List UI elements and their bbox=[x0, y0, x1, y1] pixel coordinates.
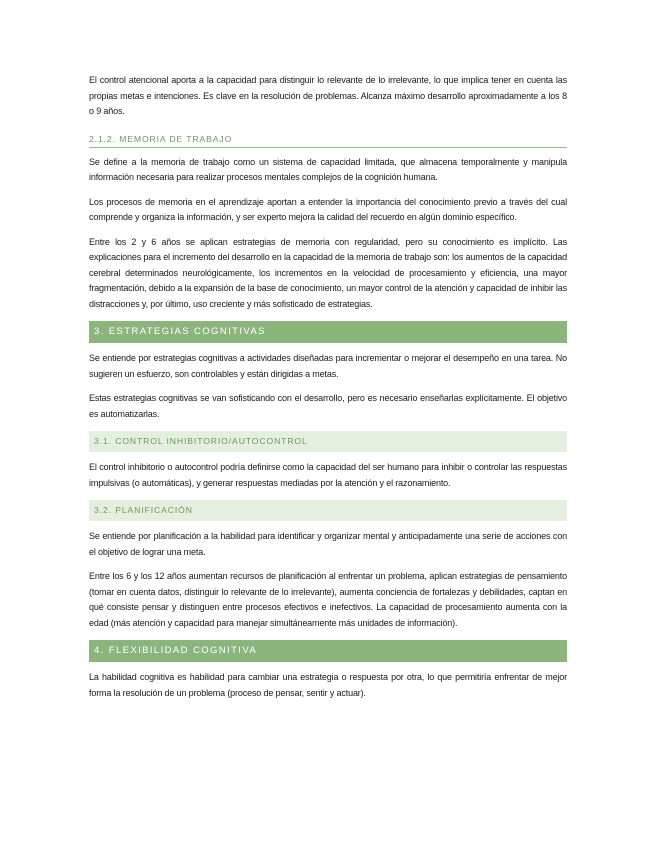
section-heading-estrategias-cognitivas: 3. ESTRATEGIAS COGNITIVAS bbox=[89, 321, 567, 343]
paragraph-control-atencional: El control atencional aporta a la capacidad para distinguir lo relevante de lo irrelevante, lo que implica tener en cuenta las propias metas e intenciones. Es clave en la resolución de problemas. Alcanza máximo desarrollo aproximadamente a los 8 o 9 años. bbox=[89, 75, 567, 116]
page-content bbox=[89, 73, 567, 710]
paragraph-flexibilidad: La habilidad cognitiva es habilidad para cambiar una estrategia o respuesta por otra, lo que permitiría enfrentar de mejor forma la resolución de un problema (proceso de pensar, sentir y actuar). bbox=[89, 672, 567, 698]
paragraph-estrategias-desarrollo: Estas estrategias cognitivas se van sofisticando con el desarrollo, pero es necesario enseñarlas explícitamente. El objetivo es automatizarlas. bbox=[89, 393, 567, 419]
paragraph-memoria-definicion: Se define a la memoria de trabajo como un sistema de capacidad limitada, que almacena temporalmente y manipula información necesaria para realizar procesos mentales complejos de la cognición humana. bbox=[89, 156, 567, 182]
paragraph-planificacion-edad: Entre los 6 y los 12 años aumentan recursos de planificación al enfrentar un problema, aplican estrategias de pensamiento (tomar en cuenta datos, distinguir lo relevante de lo irrelevante), aumenta conciencia de fortalezas y debilidades, captan en qué consiste pensar y distinguen entre procesos efectivos e inefectivos. La capacidad de procesamiento aumenta con la edad (más atención y capacidad para manejar simultáneamente más unidades de información). bbox=[89, 571, 567, 628]
paragraph-control-inhibitorio: El control inhibitorio o autocontrol podría definirse como la capacidad del ser humano para inhibir o controlar las respuestas impulsivas (o automáticas), y generar respuestas mediadas por la atención y el razonamiento. bbox=[89, 462, 567, 488]
paragraph-estrategias-memoria-edad: Entre los 2 y 6 años se aplican estrategias de memoria con regularidad, pero su conocimiento es implícito. Las explicaciones para el incremento del desarrollo en la capacidad de la memoria de trabajo son: los aumentos de la capacidad cerebral determinados neurológicamente, los incrementos en la velocidad de procesamiento y eficiencia, una mayor fragmentación, debido a la expansión de la base de conocimiento, un mayor control de la atención y capacidad de inhibir las distracciones y, por último, uso creciente y más sofisticado de estrategias. bbox=[89, 236, 567, 309]
paragraph-procesos-memoria: Los procesos de memoria en el aprendizaje aportan a entender la importancia del conocimiento previo a través del cual comprende y organiza la información, y ser experto mejora la calidad del recuerdo en algún dominio específico. bbox=[89, 196, 567, 222]
paragraph-estrategias-definicion: Se entiende por estrategias cognitivas a actividades diseñadas para incrementar o mejorar el desempeño en una tarea. No sugieren un esfuerzo, son controlables y están dirigidas a metas. bbox=[89, 353, 567, 379]
heading-memoria-de-trabajo: 2.1.2. MEMORIA DE TRABAJO bbox=[89, 132, 567, 148]
subsection-heading-planificacion: 3.2. PLANIFICACIÓN bbox=[89, 500, 567, 521]
paragraph-planificacion-definicion: Se entiende por planificación a la habilidad para identificar y organizar mental y anticipadamente una serie de acciones con el objetivo de lograr una meta. bbox=[89, 531, 567, 557]
section-heading-flexibilidad-cognitiva: 4. FLEXIBILIDAD COGNITIVA bbox=[89, 640, 567, 662]
subsection-heading-control-inhibitorio: 3.1. CONTROL INHIBITORIO/AUTOCONTROL bbox=[89, 431, 567, 452]
